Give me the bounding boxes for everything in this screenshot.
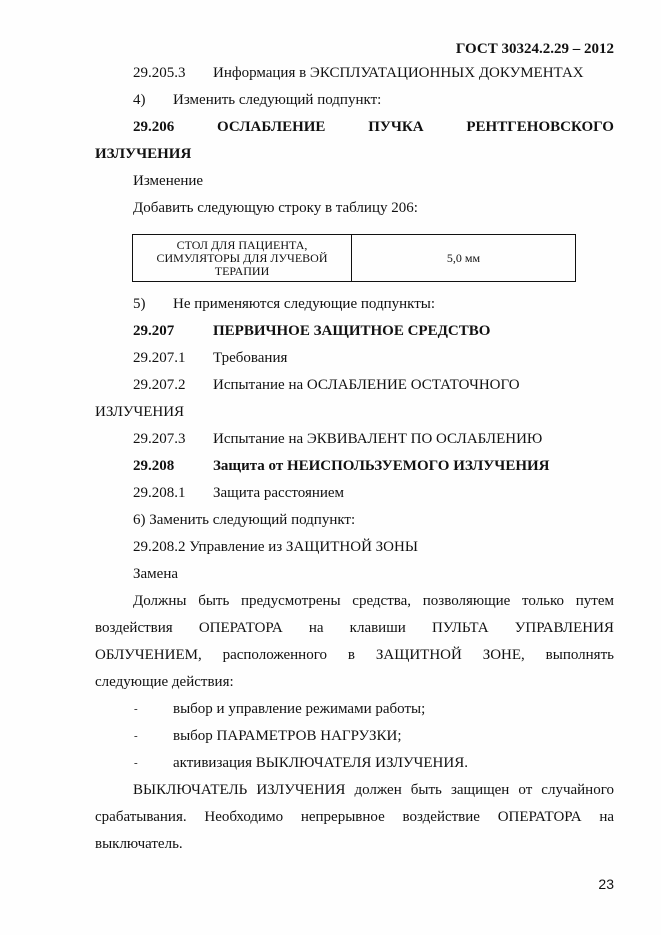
list-dash: - [134,757,138,769]
clause-title: ПЕРВИЧНОЕ ЗАЩИТНОЕ СРЕДСТВО [213,323,491,339]
word: расположенного [222,647,327,663]
word: ОПЕРАТОРА [497,809,582,825]
paragraph: Замена [133,566,179,582]
heading-continuation: ИЗЛУЧЕНИЯ [95,146,192,162]
word: позволяющие [422,593,511,609]
word: непрерывное [300,809,385,825]
table-206-row [132,234,576,282]
page-number: 23 [598,876,614,892]
cell-line: ТЕРАПИИ [214,263,270,278]
word: ВЫКЛЮЧАТЕЛЬ [133,782,248,798]
word: клавиши [349,620,406,636]
document-header: ГОСТ 30324.2.29 – 2012 [455,41,614,57]
heading-word: РЕНТГЕНОВСКОГО [466,119,614,135]
word: случайного [541,782,614,798]
list-item: выбор ПАРАМЕТРОВ НАГРУЗКИ; [173,728,402,744]
word: УПРАВЛЕНИЯ [514,620,614,636]
word: воздействие [402,809,480,825]
table-cell-value: 5,0 мм [352,235,576,282]
justified-line [133,592,614,610]
clause-number: 29.207 [133,323,175,339]
clause-number: 29.206 [133,119,175,135]
paragraph-end: следующие действия: [95,674,234,690]
list-item: активизация ВЫКЛЮЧАТЕЛЯ ИЗЛУЧЕНИЯ. [173,755,468,771]
word: срабатывания. [95,809,187,825]
clause-number: 29.207.1 [133,350,186,366]
word: Необходимо [204,809,284,825]
item-text: Не применяются следующие подпункты: [173,296,436,312]
clause-title: Испытание на ЭКВИВАЛЕНТ ПО ОСЛАБЛЕНИЮ [213,431,543,447]
word: защищен [450,782,510,798]
paragraph-end: выключатель. [95,836,183,852]
justified-line [95,646,614,664]
word: ИЗЛУЧЕНИЯ [256,782,346,798]
word: должен [354,782,402,798]
justified-line [95,619,614,637]
word: предусмотрены [241,593,341,609]
item-number: 5) [133,296,146,312]
clause-number: 29.207.3 [133,431,186,447]
paragraph: 6) Заменить следующий подпункт: [133,512,356,528]
word: ПУЛЬТА [431,620,489,636]
word: быть [198,593,230,609]
word: быть [410,782,442,798]
word: от [518,782,533,798]
justified-line [95,808,614,826]
word: средства, [352,593,412,609]
cell-line: СТОЛ ДЛЯ ПАЦИЕНТА, [176,237,308,252]
list-item: выбор и управление режимами работы; [173,701,426,717]
heading-word: ПУЧКА [368,119,424,135]
word: ЗОНЕ, [482,647,525,663]
word: в [347,647,355,663]
clause-title: Защита от НЕИСПОЛЬЗУЕМОГО ИЗЛУЧЕНИЯ [213,458,550,474]
word: ОПЕРАТОРА [198,620,283,636]
clause-title-continuation: ИЗЛУЧЕНИЯ [95,404,185,420]
word: воздействия [95,620,173,636]
heading-word: ОСЛАБЛЕНИЕ [217,119,326,135]
list-dash: - [134,730,138,742]
cell-line: СИМУЛЯТОРЫ ДЛЯ ЛУЧЕВОЙ [156,250,328,265]
word: выполнять [545,647,614,663]
clause-number: 29.208.1 [133,485,186,501]
word: только [522,593,565,609]
word: путем [575,593,614,609]
clause-title: Требования [213,350,288,366]
clause-heading-206 [133,118,614,136]
word: Должны [133,593,187,609]
paragraph: Изменение [133,173,204,189]
clause-number: 29.208 [133,458,175,474]
clause-title: Защита расстоянием [213,485,345,501]
word: на [599,809,614,825]
clause-title: Информация в ЭКСПЛУАТАЦИОННЫХ ДОКУМЕНТАХ [213,65,584,81]
word: ЗАЩИТНОЙ [375,647,462,663]
list-dash: - [134,703,138,715]
table-cell-object [133,235,352,282]
item-text: Изменить следующий подпункт: [173,92,382,108]
paragraph: 29.208.2 Управление из ЗАЩИТНОЙ ЗОНЫ [133,539,418,555]
clause-number: 29.207.2 [133,377,186,393]
clause-title: Испытание на ОСЛАБЛЕНИЕ ОСТАТОЧНОГО [213,377,520,393]
word: на [308,620,324,636]
clause-number: 29.205.3 [133,65,186,81]
word: ОБЛУЧЕНИЕМ, [95,647,202,663]
table-row [133,235,576,282]
justified-line [133,781,614,799]
item-number: 4) [133,92,146,108]
paragraph: Добавить следующую строку в таблицу 206: [133,200,418,216]
